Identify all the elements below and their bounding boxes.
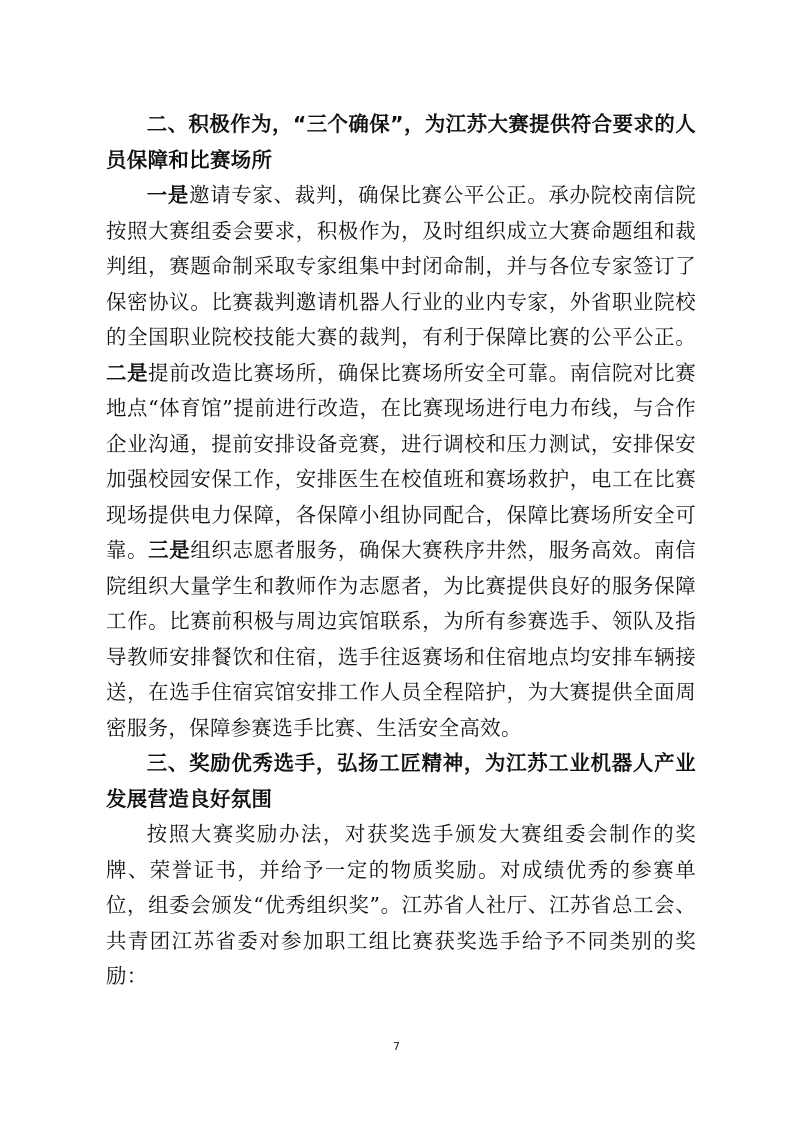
section-2-paragraph bbox=[106, 178, 696, 746]
section-3-paragraph: 按照大赛奖励办法，对获奖选手颁发大赛组委会制作的奖牌、荣誉证书，并给予一定的物质奖励。对成绩优秀的参赛单位，组委会颁发“优秀组织奖”。江苏省人社厅、江苏省总工会、共青团江苏省委对参加职工组比赛获奖选手给予不同类别的奖励： bbox=[106, 822, 696, 988]
document-body bbox=[106, 107, 696, 995]
point-1-text: 邀请专家、裁判，确保比赛公平公正。承办院校南信院按照大赛组委会要求，积极作为，及时组织成立大赛命题组和裁判组，赛题命制采取专家组集中封闭命制，并与各位专家签订了保密协议。比赛裁判邀请机器人行业的业内专家，外省职业院校的全国职业院校技能大赛的裁判，有利于保障比赛的公平公正。 bbox=[106, 183, 696, 349]
page-number: 7 bbox=[393, 1040, 400, 1053]
point-1-lead: 一是 bbox=[146, 183, 190, 207]
point-2-text: 提前改造比赛场所，确保比赛场所安全可靠。南信院对比赛地点“体育馆”提前进行改造，在比赛现场进行电力布线，与合作企业沟通，提前安排设备竞赛，进行调校和压力测试，安排保安加强校园安保工作，安排医生在校值班和赛场救护，电工在比赛现场提供电力保障，各保障小组协同配合，保障比赛场所安全可靠。 bbox=[106, 360, 696, 562]
section-2-heading: 二、积极作为，“三个确保”，为江苏大赛提供符合要求的人员保障和比赛场所 bbox=[106, 112, 696, 172]
point-3-lead: 三是 bbox=[148, 538, 191, 562]
point-2-lead: 二是 bbox=[106, 360, 149, 385]
section-3-heading: 三、奖励优秀选手，弘扬工匠精神，为江苏工业机器人产业发展营造良好氛围 bbox=[106, 751, 696, 811]
point-3-text: 组织志愿者服务，确保大赛秩序井然，服务高效。南信院组织大量学生和教师作为志愿者，为比赛提供良好的服务保障工作。比赛前积极与周边宾馆联系，为所有参赛选手、领队及指导教师安排餐饮和住宿，选手往返赛场和住宿地点均安排车辆接送，在选手住宿宾馆安排工作人员全程陪护，为大赛提供全面周密服务，保障参赛选手比赛、生活安全高效。 bbox=[106, 538, 696, 740]
